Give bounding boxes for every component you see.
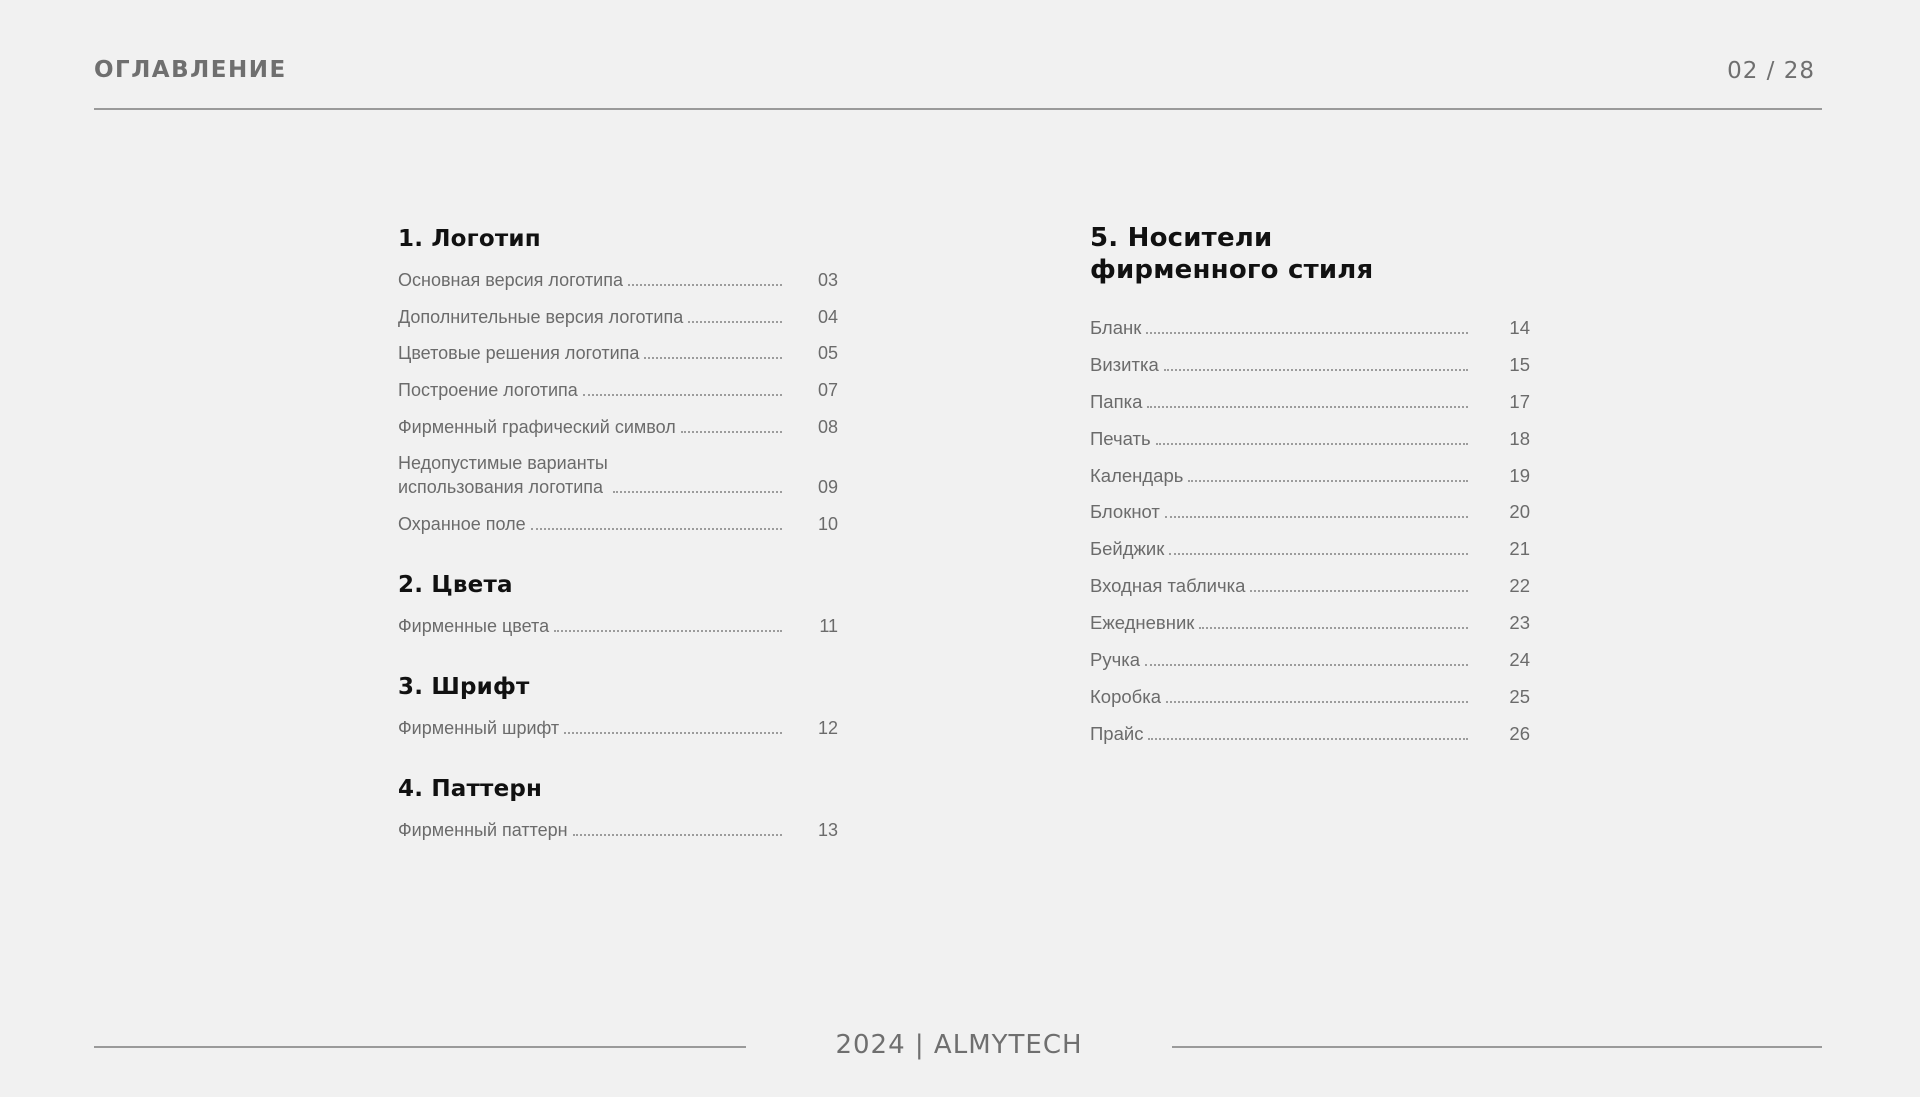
toc-entry[interactable] [1090,574,1530,598]
section-title [1090,222,1530,286]
toc-entry[interactable] [1090,537,1530,561]
toc-entry[interactable] [398,378,838,402]
toc-entry-label: Блокнот [1090,501,1160,523]
dot-leader [583,394,782,396]
toc-entry-page: 11 [819,616,838,637]
dot-leader [688,321,782,323]
toc-entry-label: Цветовые решения логотипа [398,343,640,364]
dot-leader [1250,590,1468,592]
dot-leader [564,732,782,734]
toc-entry-page: 09 [817,477,838,498]
dot-leader [644,357,782,359]
toc-entry-page: 19 [1509,464,1530,486]
toc-right-column [1090,222,1530,780]
toc-entry-label: Бланк [1090,317,1142,338]
toc-entry-label: Фирменные цвета [398,616,550,637]
toc-entry[interactable] [398,716,838,740]
header-divider [94,108,1822,110]
toc-entry-page: 05 [817,343,838,364]
toc-entry-page: 04 [817,306,838,327]
toc-entry-label: Входная табличка [1090,575,1246,597]
toc-entry-label: Фирменный графический символ [398,416,676,437]
toc-entry-page: 14 [1509,317,1530,338]
toc-section-pattern [398,774,838,842]
toc-entry[interactable] [398,614,838,638]
toc-entry[interactable] [398,415,838,439]
header-title: ОГЛАВЛЕНИЕ [94,57,287,83]
footer-text: 2024 | ALMYTECH [835,1030,1083,1060]
dot-leader [1145,664,1468,666]
toc-entry-page: 23 [1509,612,1530,634]
section-title: 1. Логотип [398,226,541,252]
toc-entry-page: 24 [1509,649,1530,671]
toc-entry-label: Фирменный шрифт [398,718,560,739]
toc-entry-label: Недопустимые варианты использования логотипа [398,453,608,498]
dot-leader [1165,516,1468,518]
toc-entry-page: 07 [817,380,838,401]
toc-entry[interactable] [398,818,838,842]
dot-leader [554,630,782,632]
toc-entry-label: Папка [1090,390,1143,412]
toc-entry[interactable] [1090,500,1530,524]
toc-entry[interactable] [398,341,838,365]
toc-left-column [398,224,838,876]
dot-leader [1164,369,1468,371]
toc-entry-page: 18 [1509,427,1530,449]
toc-entry[interactable] [1090,685,1530,709]
toc-entry[interactable] [398,451,838,499]
toc-section-brand-media [1090,222,1530,746]
section-title: 4. Паттерн [398,776,543,803]
toc-entry[interactable] [1090,722,1530,746]
toc-entry-label: Ежедневник [1090,612,1195,634]
toc-entry-label: Прайс [1090,722,1144,744]
dot-leader [681,431,782,433]
toc-entry-page: 03 [817,270,838,290]
section-title-line1: 5. Носители [1090,223,1273,253]
dot-leader [1199,627,1468,629]
toc-entry[interactable] [1090,316,1530,340]
toc-entry-page: 17 [1509,390,1530,412]
toc-entry-label: Дополнительные версия логотипа [398,306,684,327]
toc-entry-page: 25 [1509,685,1530,707]
dot-leader [1169,553,1468,555]
toc-entry-page: 08 [817,416,838,437]
toc-entry[interactable] [1090,648,1530,672]
dot-leader [613,491,782,493]
toc-entry[interactable] [398,268,838,292]
toc-entry-label: Ручка [1090,649,1141,671]
toc-entry-label: Календарь [1090,464,1184,486]
toc-entry-page: 15 [1509,353,1530,375]
toc-entry-page: 13 [817,820,838,841]
toc-entry-page: 12 [817,718,838,739]
page-counter: 02 / 28 [1727,58,1815,84]
toc-entry-label: Построение логотипа [398,380,578,401]
toc-entry-page: 21 [1509,538,1530,560]
dot-leader [531,528,782,530]
toc-section-colors [398,570,838,638]
toc-entry-label: Печать [1090,427,1151,449]
toc-entry[interactable] [1090,611,1530,635]
dot-leader [1156,443,1468,445]
dot-leader [1148,738,1468,740]
toc-entry[interactable] [398,305,838,329]
toc-entry-page: 26 [1509,722,1530,744]
toc-entry-label: Коробка [1090,685,1162,707]
dot-leader [1166,701,1468,703]
toc-section-logo [398,224,838,536]
toc-entry-page: 20 [1509,501,1530,523]
toc-section-font [398,672,838,740]
toc-entry-page: 22 [1509,575,1530,597]
section-title: 3. Шрифт [398,674,530,701]
toc-entry[interactable] [398,512,838,536]
section-title-line2: фирменного стиля [1090,255,1374,285]
toc-entry-label: Бейджик [1090,538,1165,560]
toc-entry-label: Визитка [1090,353,1159,375]
toc-entry[interactable] [1090,353,1530,377]
toc-entry-label: Фирменный паттерн [398,820,568,841]
footer-divider-right [1172,1046,1822,1048]
section-title: 2. Цвета [398,572,513,599]
toc-entry[interactable] [1090,390,1530,414]
toc-entry-label: Основная версия логотипа [398,270,623,290]
toc-entry[interactable] [1090,464,1530,488]
dot-leader [1188,480,1468,482]
toc-entry-label: Охранное поле [398,514,526,535]
dot-leader [628,284,782,286]
dot-leader [573,834,782,836]
toc-entry-page: 10 [817,514,838,535]
dot-leader [1146,332,1468,334]
footer-divider-left [94,1046,746,1048]
dot-leader [1147,406,1468,408]
toc-entry[interactable] [1090,427,1530,451]
